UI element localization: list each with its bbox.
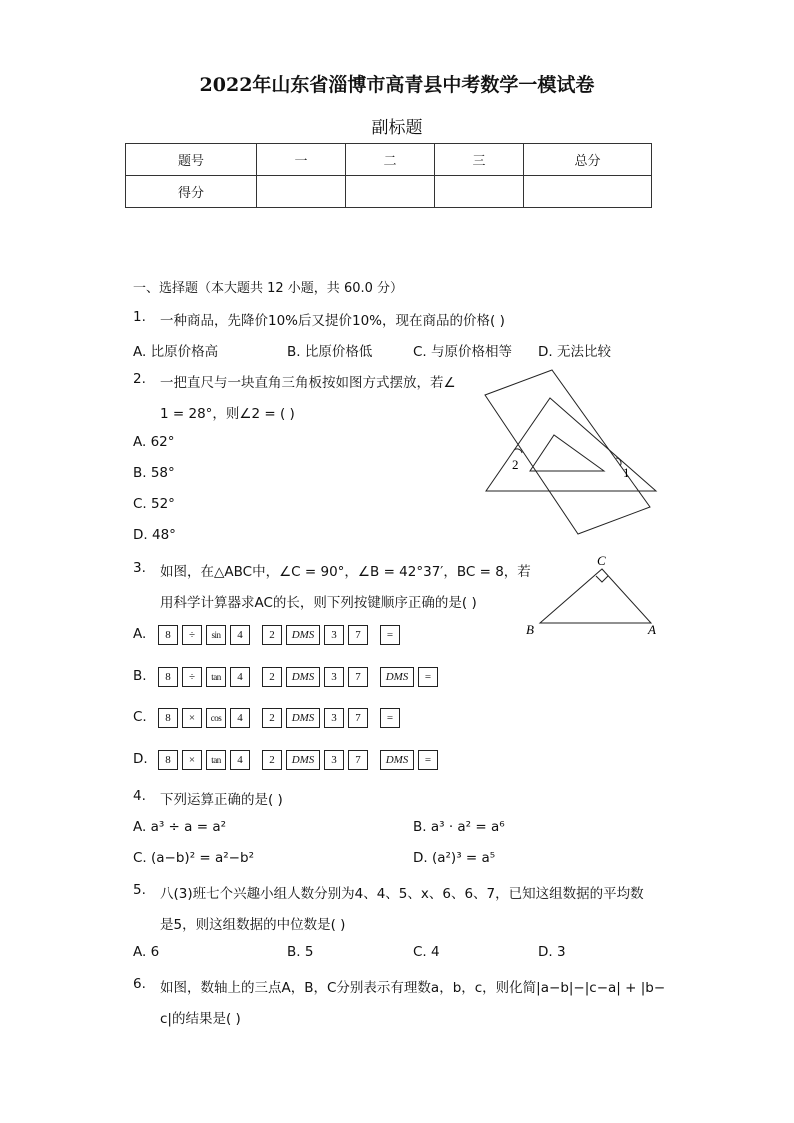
option-a[interactable]: A. 6 bbox=[133, 944, 160, 960]
option-b[interactable]: B. bbox=[133, 668, 147, 684]
page-subtitle: 副标题 bbox=[371, 118, 423, 138]
question-text: 一把直尺与一块直角三角板按如图方式摆放，若∠ bbox=[160, 375, 456, 391]
calc-key: 4 bbox=[230, 667, 250, 687]
calc-key: 4 bbox=[230, 625, 250, 645]
key-sequence-c bbox=[158, 707, 404, 728]
calc-key: DMS bbox=[380, 750, 414, 770]
question-number: 2. bbox=[133, 371, 146, 387]
calc-key: DMS bbox=[286, 667, 320, 687]
question-number: 4. bbox=[133, 788, 146, 804]
calc-key: × bbox=[182, 750, 202, 770]
score-header-cell: 总分 bbox=[524, 144, 652, 176]
calc-key: 2 bbox=[262, 750, 282, 770]
option-a[interactable]: A. 比原价格高 bbox=[133, 344, 219, 360]
vertex-c-label: C bbox=[597, 553, 606, 568]
calc-key: 7 bbox=[348, 667, 368, 687]
calc-key: 3 bbox=[324, 667, 344, 687]
score-input-cell[interactable] bbox=[435, 176, 524, 208]
key-sequence-d bbox=[158, 749, 442, 770]
question-text: 用科学计算器求AC的长，则下列按键顺序正确的是( ) bbox=[160, 595, 477, 611]
question-text: c|的结果是( ) bbox=[160, 1011, 241, 1027]
calc-key: 3 bbox=[324, 625, 344, 645]
question-text: 如图，在△ABC中，∠C = 90°，∠B = 42°37′，BC = 8，若 bbox=[160, 564, 531, 580]
set-square-inner bbox=[530, 435, 604, 471]
question-number: 6. bbox=[133, 976, 146, 992]
calc-key: ÷ bbox=[182, 625, 202, 645]
option-a[interactable]: A. bbox=[133, 626, 147, 642]
option-a[interactable]: A. a³ ÷ a = a² bbox=[133, 819, 227, 835]
calc-key: = bbox=[418, 667, 438, 687]
question-text: 八(3)班七个兴趣小组人数分别为4、4、5、x、6、6、7，已知这组数据的平均数 bbox=[160, 886, 644, 902]
score-header-cell: 一 bbox=[257, 144, 346, 176]
calc-key: cos bbox=[206, 708, 226, 728]
calc-key: 8 bbox=[158, 708, 178, 728]
section-heading: 一、选择题（本大题共 12 小题，共 60.0 分） bbox=[133, 281, 404, 296]
calc-key: 7 bbox=[348, 625, 368, 645]
option-b[interactable]: B. 5 bbox=[287, 944, 314, 960]
calc-key: 2 bbox=[262, 708, 282, 728]
score-table bbox=[125, 143, 652, 208]
calc-key: 7 bbox=[348, 750, 368, 770]
angle-2-arc bbox=[514, 449, 522, 453]
calc-key: 8 bbox=[158, 625, 178, 645]
calc-key: 4 bbox=[230, 708, 250, 728]
calc-key: DMS bbox=[380, 667, 414, 687]
calc-key: tan bbox=[206, 750, 226, 770]
question-text: 下列运算正确的是( ) bbox=[160, 792, 283, 808]
score-input-cell[interactable] bbox=[346, 176, 435, 208]
question-text: 如图，数轴上的三点A，B，C分别表示有理数a，b，c，则化简|a−b|−|c−a| + |b− bbox=[160, 980, 666, 996]
calc-key: 3 bbox=[324, 708, 344, 728]
calc-key: 2 bbox=[262, 625, 282, 645]
question-text: 是5，则这组数据的中位数是( ) bbox=[160, 917, 346, 933]
question-text: 一种商品，先降价10%后又提价10%，现在商品的价格( ) bbox=[160, 313, 505, 329]
calc-key: = bbox=[418, 750, 438, 770]
option-d[interactable]: D. 无法比较 bbox=[538, 344, 611, 360]
calc-key: sin bbox=[206, 625, 226, 645]
calc-key: = bbox=[380, 625, 400, 645]
option-d[interactable]: D. (a²)³ = a⁵ bbox=[413, 850, 496, 866]
option-d[interactable]: D. 3 bbox=[538, 944, 566, 960]
calc-key: 8 bbox=[158, 750, 178, 770]
calc-key: 7 bbox=[348, 708, 368, 728]
option-b[interactable]: B. 比原价格低 bbox=[287, 344, 373, 360]
score-table-score-row bbox=[126, 176, 652, 208]
calc-key: 8 bbox=[158, 667, 178, 687]
score-header-cell: 三 bbox=[435, 144, 524, 176]
ruler-triangle-figure bbox=[480, 362, 662, 538]
calc-key: = bbox=[380, 708, 400, 728]
option-b[interactable]: B. a³ · a² = a⁶ bbox=[413, 819, 505, 835]
vertex-b-label: B bbox=[526, 622, 534, 637]
set-square-outer bbox=[486, 398, 656, 491]
key-sequence-b bbox=[158, 666, 442, 687]
right-angle-mark bbox=[596, 576, 608, 582]
calc-key: 2 bbox=[262, 667, 282, 687]
score-table-header-row bbox=[126, 144, 652, 176]
option-d[interactable]: D. 48° bbox=[133, 527, 176, 543]
question-number: 3. bbox=[133, 560, 146, 576]
calc-key: tan bbox=[206, 667, 226, 687]
triangle-abc-figure bbox=[520, 552, 670, 642]
calc-key: × bbox=[182, 708, 202, 728]
key-sequence-a bbox=[158, 624, 404, 645]
option-c[interactable]: C. 4 bbox=[413, 944, 440, 960]
option-c[interactable]: C. (a−b)² = a²−b² bbox=[133, 850, 254, 866]
score-row-label: 得分 bbox=[126, 176, 257, 208]
page-title: 2022年山东省淄博市高青县中考数学一模试卷 bbox=[199, 74, 595, 96]
calc-key: ÷ bbox=[182, 667, 202, 687]
calc-key: DMS bbox=[286, 750, 320, 770]
option-a[interactable]: A. 62° bbox=[133, 434, 175, 450]
angle-1-label: 1 bbox=[623, 465, 630, 480]
option-c[interactable]: C. 与原价格相等 bbox=[413, 344, 513, 360]
score-input-cell[interactable] bbox=[257, 176, 346, 208]
question-text: 1 = 28°，则∠2 = ( ) bbox=[160, 406, 295, 422]
calc-key: DMS bbox=[286, 625, 320, 645]
score-header-cell: 题号 bbox=[126, 144, 257, 176]
triangle-abc bbox=[540, 569, 651, 623]
option-c[interactable]: C. 52° bbox=[133, 496, 175, 512]
question-number: 1. bbox=[133, 309, 146, 325]
score-header-cell: 二 bbox=[346, 144, 435, 176]
angle-2-label: 2 bbox=[512, 457, 519, 472]
vertex-a-label: A bbox=[648, 622, 656, 637]
calc-key: 3 bbox=[324, 750, 344, 770]
calc-key: DMS bbox=[286, 708, 320, 728]
option-b[interactable]: B. 58° bbox=[133, 465, 175, 481]
ruler-shape bbox=[485, 370, 650, 534]
calc-key: 4 bbox=[230, 750, 250, 770]
option-d[interactable]: D. bbox=[133, 751, 148, 767]
option-c[interactable]: C. bbox=[133, 709, 147, 725]
score-input-cell[interactable] bbox=[524, 176, 652, 208]
question-number: 5. bbox=[133, 882, 146, 898]
